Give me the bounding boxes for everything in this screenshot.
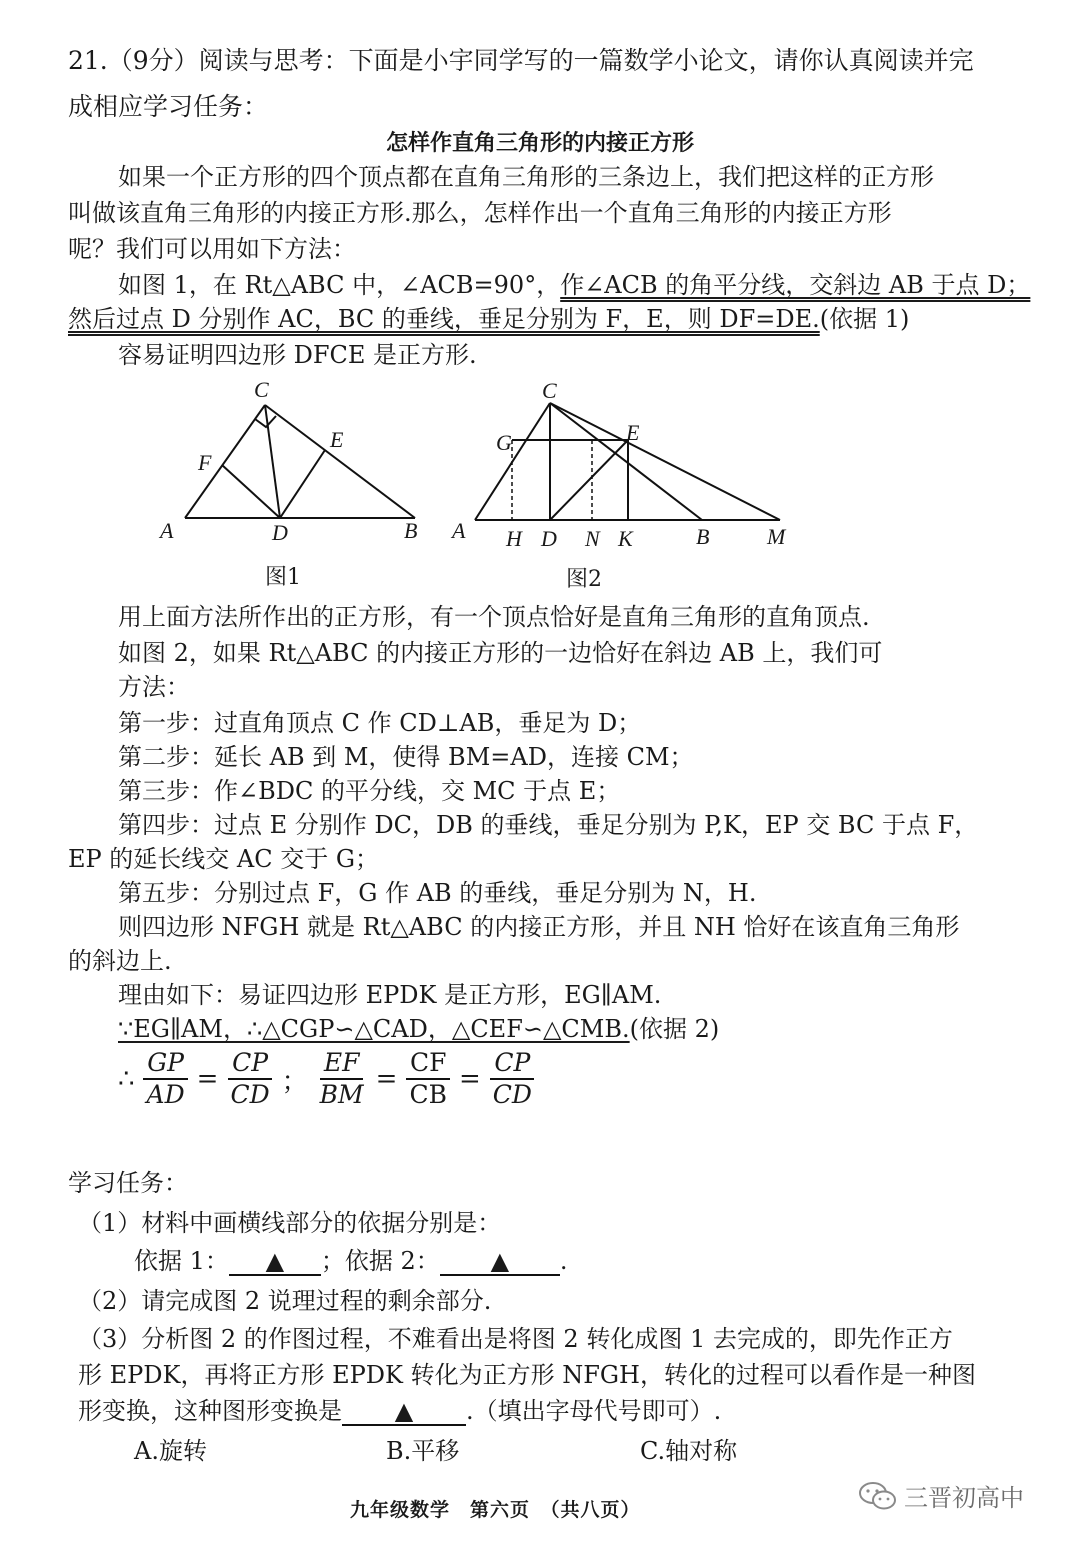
fig2-bisector-DE bbox=[550, 440, 628, 520]
figure-2-caption: 图2 bbox=[566, 567, 602, 592]
watermark-text: 三晋初高中 bbox=[904, 1484, 1024, 1512]
fig2-line-CM bbox=[550, 403, 780, 520]
watermark bbox=[858, 1478, 1024, 1513]
fig2-point-D: D bbox=[541, 526, 557, 551]
fig2-point-H: H bbox=[506, 526, 522, 551]
fig1-side-BC bbox=[265, 405, 415, 518]
step-4-line1: 第四步：过点 E 分别作 DC，DB 的垂线，垂足分别为 P,K，EP 交 BC 于点 F， bbox=[118, 811, 979, 839]
fig1-point-D: D bbox=[272, 520, 288, 545]
fraction-CF-CB bbox=[405, 1048, 451, 1110]
frac3-den: BM bbox=[319, 1080, 364, 1109]
para5: 如图 2，如果 Rt△ABC 的内接正方形的一边恰好在斜边 AB 上，我们可 bbox=[118, 639, 883, 667]
article-title: 怎样作直角三角形的内接正方形 bbox=[385, 130, 694, 156]
fig1-bisector-CD bbox=[265, 405, 280, 518]
page-footer: 九年级数学 第六页 （共八页） bbox=[350, 1499, 641, 1521]
frac5-den: CD bbox=[492, 1080, 532, 1109]
basis1-note: (依据 1) bbox=[819, 305, 910, 333]
equals-sign-1: = bbox=[196, 1064, 219, 1094]
para3: 容易证明四边形 DFCE 是正方形. bbox=[118, 341, 477, 369]
step-2: 第二步：延长 AB 到 M，使得 BM=AD，连接 CM； bbox=[118, 743, 694, 771]
fig2-point-B: B bbox=[696, 524, 710, 549]
fig2-point-C: C bbox=[542, 378, 557, 403]
task-3-line2: 形 EPDK，再将正方形 EPDK 转化为正方形 NFGH，转化的过程可以看作是一种图 bbox=[78, 1361, 976, 1389]
frac4-num: CF bbox=[406, 1048, 450, 1080]
transform-answer-blank[interactable]: ▲ bbox=[342, 1398, 466, 1426]
fraction-GP-AD bbox=[143, 1048, 189, 1110]
para1-line1: 如果一个正方形的四个顶点都在直角三角形的三条边上，我们把这样的正方形 bbox=[118, 163, 934, 191]
para2-line1 bbox=[118, 268, 1030, 302]
task-2: （2）请完成图 2 说理过程的剩余部分. bbox=[78, 1287, 492, 1315]
reason-line1: 理由如下：易证四边形 EPDK 是正方形，EG∥AM. bbox=[118, 981, 662, 1009]
question-header-line1: 21.（9分）阅读与思考：下面是小宇同学写的一篇数学小论文，请你认真阅读并完 bbox=[68, 46, 974, 75]
fraction-EF-BM bbox=[316, 1048, 368, 1110]
task-3-line1: （3）分析图 2 的作图过程，不难看出是将图 2 转化成图 1 去完成的，即先作正方 bbox=[78, 1325, 953, 1353]
basis2-note: (依据 2) bbox=[629, 1015, 720, 1043]
frac1-num: GP bbox=[143, 1048, 188, 1080]
frac2-den: CD bbox=[230, 1080, 270, 1109]
step-4-line2: EP 的延长线交 AC 交于 G； bbox=[68, 845, 380, 873]
para2-line2 bbox=[68, 302, 909, 336]
option-a: A.旋转 bbox=[134, 1437, 207, 1465]
figure-1-caption: 图1 bbox=[265, 565, 301, 590]
fig2-point-M: M bbox=[767, 524, 786, 549]
task-3-line3-text: 形变换，这种图形变换是 bbox=[78, 1397, 342, 1425]
fig2-point-N: N bbox=[585, 526, 600, 551]
basis2-answer-blank[interactable]: ▲ bbox=[440, 1248, 560, 1276]
para1-line2: 叫做该直角三角形的内接正方形.那么，怎样作出一个直角三角形的内接正方形 bbox=[68, 199, 892, 227]
wechat-icon bbox=[858, 1480, 898, 1512]
question-header-line2: 成相应学习任务： bbox=[68, 92, 269, 121]
tasks-heading: 学习任务： bbox=[68, 1169, 188, 1197]
fig1-point-A: A bbox=[160, 518, 174, 543]
frac3-num: EF bbox=[320, 1048, 364, 1080]
underlined-construction-2: 然后过点 D 分别作 AC，BC 的垂线，垂足分别为 F，E，则 DF=DE. bbox=[68, 305, 820, 333]
option-b: B.平移 bbox=[386, 1437, 460, 1465]
fig2-point-A: A bbox=[452, 518, 466, 543]
basis2-label: ；依据 2： bbox=[320, 1247, 440, 1275]
basis1-answer-blank[interactable]: ▲ bbox=[229, 1248, 321, 1276]
step-3: 第三步：作∠BDC 的平分线，交 MC 于点 E； bbox=[118, 777, 621, 805]
proportion-equations bbox=[118, 1048, 536, 1110]
conclusion-line2: 的斜边上. bbox=[68, 947, 172, 975]
para1-line3: 呢？我们可以用如下方法： bbox=[68, 235, 356, 263]
step-5: 第五步：分别过点 F，G 作 AB 的垂线，垂足分别为 N，H. bbox=[118, 879, 757, 907]
task-1-period: . bbox=[559, 1247, 568, 1275]
therefore-symbol: ∴ bbox=[118, 1064, 135, 1094]
frac4-den: CB bbox=[409, 1080, 447, 1109]
underlined-similarity: ∵EG∥AM，∴△CGP∽△CAD，△CEF∽△CMB. bbox=[118, 1015, 630, 1043]
frac1-den: AD bbox=[146, 1080, 185, 1109]
fraction-CP-CD-1 bbox=[226, 1048, 273, 1110]
task-1-answers bbox=[134, 1244, 567, 1278]
semicolon-sep: ； bbox=[281, 1066, 308, 1097]
step-1: 第一步：过直角顶点 C 作 CD⊥AB，垂足为 D； bbox=[118, 709, 642, 737]
fig1-point-F: F bbox=[198, 450, 212, 475]
equals-sign-2: = bbox=[375, 1064, 398, 1094]
task-1: （1）材料中画横线部分的依据分别是： bbox=[78, 1209, 502, 1237]
fig1-perp-DE bbox=[280, 450, 325, 518]
frac2-num: CP bbox=[228, 1048, 272, 1080]
fig2-point-K: K bbox=[618, 526, 633, 551]
basis1-label: 依据 1： bbox=[134, 1247, 229, 1275]
reason-line2 bbox=[118, 1012, 719, 1046]
task-3-line3-tail: .（填出字母代号即可）. bbox=[466, 1397, 722, 1425]
fig1-point-B: B bbox=[404, 518, 418, 543]
fig1-perp-DF bbox=[222, 465, 280, 518]
equals-sign-3: = bbox=[458, 1064, 481, 1094]
task-3-line3 bbox=[78, 1394, 721, 1428]
underlined-construction-1: 作∠ACB 的角平分线，交斜边 AB 于点 D； bbox=[560, 271, 1031, 299]
fig1-point-E: E bbox=[330, 427, 344, 452]
fig1-side-AC bbox=[185, 405, 265, 518]
para2-line1-plain: 如图 1，在 Rt△ABC 中，∠ACB=90°， bbox=[118, 271, 561, 299]
conclusion-line1: 则四边形 NFGH 就是 Rt△ABC 的内接正方形，并且 NH 恰好在该直角三角形 bbox=[118, 913, 960, 941]
fig2-point-E: E bbox=[626, 420, 640, 445]
option-c: C.轴对称 bbox=[640, 1437, 738, 1465]
fig1-right-angle-mark bbox=[255, 416, 276, 427]
fig1-point-C: C bbox=[254, 377, 269, 402]
frac5-num: CP bbox=[490, 1048, 534, 1080]
fig2-point-G: G bbox=[496, 430, 512, 455]
para6: 方法： bbox=[118, 673, 190, 701]
para4: 用上面方法所作出的正方形，有一个顶点恰好是直角三角形的直角顶点. bbox=[118, 603, 870, 631]
figure-1-diagram bbox=[150, 375, 450, 535]
fraction-CP-CD-2 bbox=[489, 1048, 536, 1110]
